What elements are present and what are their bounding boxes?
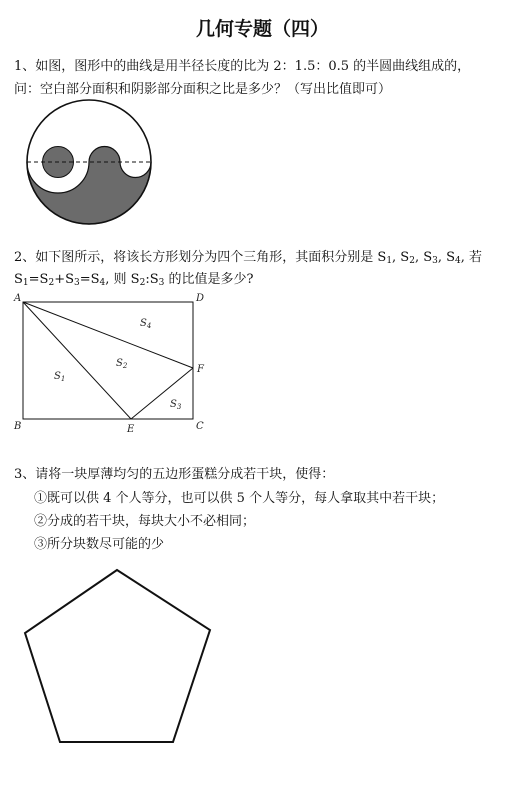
q1-text-line1: 1、如图，图形中的曲线是用半径长度的比为 2：1.5：0.5 的半圆曲线组成的， [14,59,471,74]
segment-ae [23,302,131,419]
page-title: 几何专题（四） [195,18,329,40]
segment-ef [131,368,193,419]
region-s1: $S_1$ [54,371,66,383]
q2-text-line2: $S_1=S_2+S_3=S_4$, 则 $S_2:S_3$ 的比值是多少? [14,272,254,288]
rectangle-abcd [23,302,193,419]
vertex-a: A [14,293,22,304]
region-s4: $S_4$ [140,318,152,330]
vertex-f: F [197,364,204,375]
q3-text-line2: ①既可以供 4 个人等分，也可以供 5 个人等分，每人拿取其中若干块； [34,491,445,506]
vertex-d: D [196,293,205,304]
q3-text-line4: ③所分块数尽可能的少 [34,537,165,552]
vertex-e: E [127,424,135,435]
q2-rectangle-figure [10,288,210,438]
q2-text-line1: 2、如下图所示，将该长方形划分为四个三角形，其面积分别是 $S_1$, $S_2$, $S_3$, $S_4$, 若 [14,250,483,266]
region-s2: $S_2$ [116,358,128,370]
q1-yin-yang-figure [20,100,160,230]
q3-pentagon-figure [20,565,240,755]
segment-af [23,302,193,368]
vertex-c: C [196,421,204,432]
q3-text-line3: ②分成的若干块，每块大小不必相同； [34,514,256,529]
vertex-b: B [14,421,22,432]
pentagon [25,570,210,742]
q3-text-line1: 3、请将一块厚薄均匀的五边形蛋糕分成若干块，使得： [14,467,335,482]
region-s3: $S_3$ [170,399,182,411]
q1-text-line2: 问：空白部分面积和阴影部分面积之比是多少？（写出比值即可） [14,82,392,97]
